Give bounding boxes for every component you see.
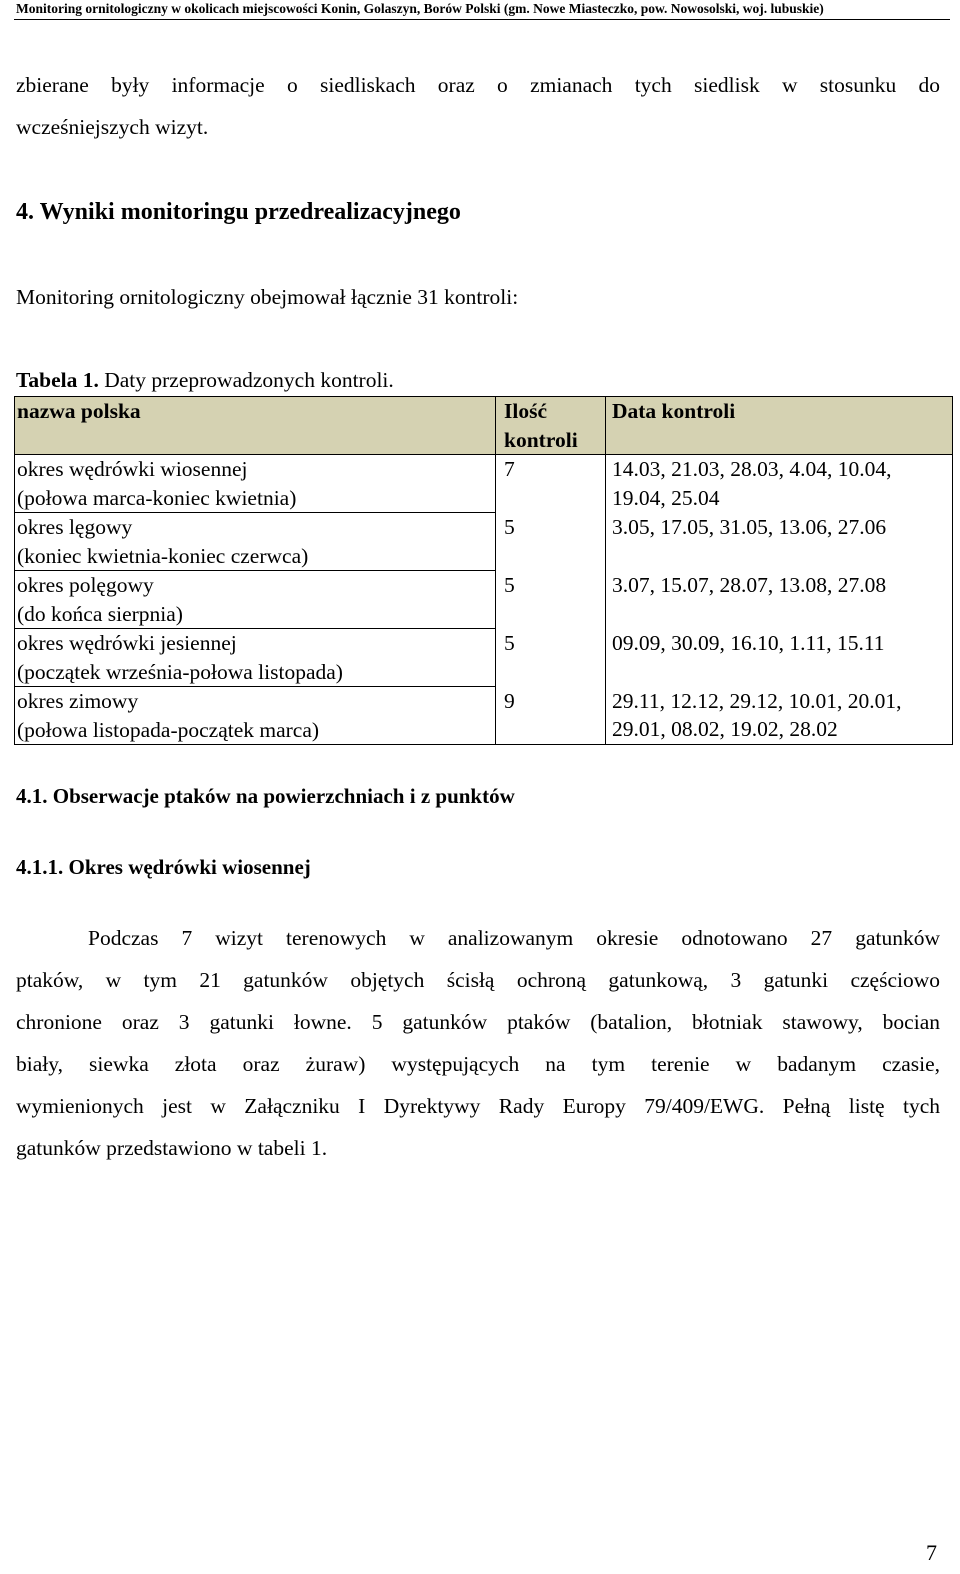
row-dates-line-1: 14.03, 21.03, 28.03, 4.04, 10.04, (612, 457, 892, 481)
row-name-line-2: (połowa marca-koniec kwietnia) (17, 485, 297, 510)
row-name-line-2: (początek września-połowa listopada) (17, 659, 343, 684)
row-name (15, 571, 496, 629)
row-count: 5 (496, 571, 606, 629)
intro-line-2: wcześniejszych wizyt. (16, 115, 209, 139)
table-caption-label: Tabela 1. (16, 368, 99, 392)
header-rule (14, 19, 950, 20)
row-dates (606, 687, 953, 745)
row-count: 5 (496, 513, 606, 571)
header-count-line-1: Ilość (504, 399, 547, 423)
row-name-line-1: okres lęgowy (17, 515, 133, 539)
paragraph-line: biały, siewka złota oraz żuraw) występujących na tym terenie w badanym czasie, (16, 1052, 940, 1076)
table-row (15, 571, 953, 629)
row-name-line-2: (do końca sierpnia) (17, 601, 183, 626)
row-dates-line-1: 3.05, 17.05, 31.05, 13.06, 27.06 (612, 514, 887, 539)
table-caption (16, 368, 394, 393)
section-4-1-1-paragraph (16, 917, 940, 1169)
row-name-line-2: (koniec kwietnia-koniec czerwca) (17, 543, 309, 568)
header-dates: Data kontroli (606, 397, 953, 455)
row-count: 7 (496, 455, 606, 513)
intro-line-1: zbierane były informacje o siedliskach oraz o zmianach tych siedlisk w stosunku do (16, 73, 940, 97)
row-dates (606, 629, 953, 687)
paragraph-line: Podczas 7 wizyt terenowych w analizowanym okresie odnotowano 27 gatunków (88, 926, 940, 950)
row-name (15, 629, 496, 687)
table-row (15, 455, 953, 513)
row-dates-line-2: 19.04, 25.04 (612, 485, 720, 510)
row-name-line-1: okres wędrówki jesiennej (17, 631, 237, 655)
row-name (15, 513, 496, 571)
row-dates (606, 455, 953, 513)
intro-paragraph (16, 64, 940, 148)
paragraph-line: ptaków, w tym 21 gatunków objętych ścisłą ochroną gatunkową, 3 gatunki częściowo (16, 968, 940, 992)
row-name-line-1: okres zimowy (17, 689, 139, 713)
paragraph-line: wymienionych jest w Załączniku I Dyrektywy Rady Europy 79/409/EWG. Pełną listę tych (16, 1094, 940, 1118)
table-header-row (15, 397, 953, 455)
row-dates (606, 571, 953, 629)
paragraph-line: gatunków przedstawiono w tabeli 1. (16, 1136, 328, 1160)
row-name-line-1: okres polęgowy (17, 573, 154, 597)
page-number: 7 (926, 1540, 937, 1565)
section-4-1-1-heading: 4.1.1. Okres wędrówki wiosennej (16, 855, 311, 879)
row-name (15, 455, 496, 513)
table-caption-text: Daty przeprowadzonych kontroli. (98, 368, 394, 392)
table-row (15, 629, 953, 687)
row-dates-line-1: 3.07, 15.07, 28.07, 13.08, 27.08 (612, 572, 887, 597)
running-header: Monitoring ornitologiczny w okolicach miejscowości Konin, Golaszyn, Borów Polski (gm. Nowe Miasteczko, pow. Nowosolski, woj. lubuskie) (16, 1, 824, 16)
paragraph-line: chronione oraz 3 gatunki łowne. 5 gatunków ptaków (batalion, błotniak stawowy, bocian (16, 1010, 940, 1034)
row-dates (606, 513, 953, 571)
row-name-line-1: okres wędrówki wiosennej (17, 457, 248, 481)
section-4-1-heading: 4.1. Obserwacje ptaków na powierzchniach i z punktów (16, 784, 515, 808)
header-count-line-2: kontroli (504, 427, 578, 452)
row-name-line-2: (połowa listopada-początek marca) (17, 717, 320, 742)
section-4-text: Monitoring ornitologiczny obejmował łącznie 31 kontroli: (16, 285, 519, 309)
row-dates-line-1: 09.09, 30.09, 16.10, 1.11, 15.11 (612, 630, 885, 655)
header-name: nazwa polska (15, 397, 496, 455)
row-dates-line-1: 29.11, 12.12, 29.12, 10.01, 20.01, (612, 688, 902, 713)
row-name (15, 687, 496, 745)
table-row (15, 687, 953, 745)
row-dates-line-2: 29.01, 08.02, 19.02, 28.02 (612, 717, 838, 741)
row-count: 5 (496, 629, 606, 687)
header-count (496, 397, 606, 455)
section-4-heading: 4. Wyniki monitoringu przedrealizacyjnego (16, 199, 461, 225)
controls-table (14, 396, 953, 745)
table-row (15, 513, 953, 571)
row-count: 9 (496, 687, 606, 745)
